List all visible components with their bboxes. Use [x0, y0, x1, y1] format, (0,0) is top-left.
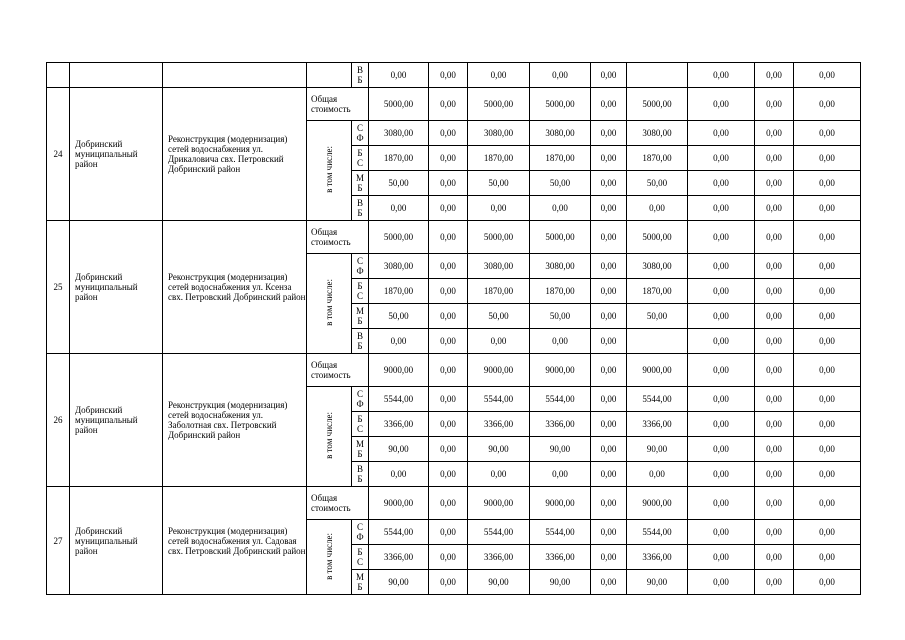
fund-code-part: М — [355, 306, 364, 316]
including-label — [307, 121, 352, 221]
value-cell: 90,00 — [627, 437, 688, 462]
fund-code-part: Б — [357, 474, 363, 484]
fund-code — [352, 279, 369, 304]
value-cell: 0,00 — [429, 221, 468, 254]
value-cell: 0,00 — [688, 304, 755, 329]
value-cell: 0,00 — [591, 254, 627, 279]
project-description: Реконструкция (модернизация) сетей водоснабжения ул. Заболотная свх. Петровский Добринский район — [163, 354, 307, 487]
fund-code — [352, 146, 369, 171]
fund-code-part: Б — [357, 75, 363, 85]
value-cell: 5544,00 — [369, 520, 429, 545]
fund-code-part: Б — [357, 208, 363, 218]
value-cell: 0,00 — [591, 88, 627, 121]
fund-code-part: Б — [357, 547, 363, 557]
value-cell: 0,00 — [468, 329, 530, 354]
value-cell: 3080,00 — [627, 121, 688, 146]
value-cell: 0,00 — [755, 279, 794, 304]
value-cell: 0,00 — [794, 121, 861, 146]
value-cell: 0,00 — [429, 146, 468, 171]
value-cell: 0,00 — [794, 254, 861, 279]
fund-code-part: С — [356, 291, 363, 301]
including-label — [307, 254, 352, 354]
value-cell: 50,00 — [530, 171, 591, 196]
value-cell: 0,00 — [755, 545, 794, 570]
value-cell: 0,00 — [755, 329, 794, 354]
value-cell: 5544,00 — [369, 387, 429, 412]
value-cell: 0,00 — [429, 304, 468, 329]
value-cell: 0,00 — [688, 221, 755, 254]
value-cell: 0,00 — [688, 570, 755, 595]
value-cell: 0,00 — [688, 121, 755, 146]
value-cell: 0,00 — [794, 545, 861, 570]
value-cell: 0,00 — [794, 196, 861, 221]
fund-code-part: С — [356, 557, 363, 567]
empty-cell — [47, 63, 70, 88]
value-cell: 0,00 — [688, 462, 755, 487]
value-cell: 0,00 — [591, 354, 627, 387]
fund-code — [352, 254, 369, 279]
value-cell: 3080,00 — [369, 121, 429, 146]
municipality: Добринский муниципальный район — [70, 487, 163, 595]
value-cell: 0,00 — [429, 196, 468, 221]
fund-code — [352, 196, 369, 221]
value-cell: 0,00 — [794, 146, 861, 171]
row-number: 27 — [47, 487, 70, 595]
table-row — [47, 487, 861, 520]
value-cell: 0,00 — [755, 304, 794, 329]
value-cell: 0,00 — [688, 520, 755, 545]
value-cell: 9000,00 — [627, 354, 688, 387]
fund-code-part: Ф — [356, 399, 364, 409]
value-cell: 0,00 — [755, 570, 794, 595]
value-cell: 1870,00 — [530, 279, 591, 304]
value-cell: 0,00 — [794, 570, 861, 595]
value-cell: 5000,00 — [627, 221, 688, 254]
fund-code-part: Б — [357, 414, 363, 424]
value-cell: 0,00 — [688, 354, 755, 387]
table-body — [47, 63, 861, 595]
including-label — [307, 387, 352, 487]
value-cell: 3080,00 — [468, 121, 530, 146]
value-cell: 0,00 — [794, 354, 861, 387]
fund-code-part: М — [355, 439, 364, 449]
value-cell: 3080,00 — [627, 254, 688, 279]
value-cell: 0,00 — [530, 329, 591, 354]
value-cell: 5000,00 — [530, 221, 591, 254]
value-cell: 0,00 — [688, 279, 755, 304]
table-row — [47, 63, 861, 88]
value-cell: 0,00 — [794, 304, 861, 329]
value-cell: 90,00 — [530, 437, 591, 462]
value-cell: 3366,00 — [530, 412, 591, 437]
value-cell: 0,00 — [755, 171, 794, 196]
value-cell: 50,00 — [530, 304, 591, 329]
fund-code-part: Б — [357, 582, 363, 592]
value-cell: 0,00 — [591, 196, 627, 221]
value-cell: 0,00 — [755, 487, 794, 520]
value-cell: 1870,00 — [627, 146, 688, 171]
budget-table — [46, 62, 861, 595]
value-cell: 1870,00 — [468, 146, 530, 171]
value-cell: 0,00 — [755, 254, 794, 279]
value-cell: 3080,00 — [530, 121, 591, 146]
value-cell: 1870,00 — [627, 279, 688, 304]
value-cell: 5544,00 — [627, 520, 688, 545]
value-cell: 9000,00 — [468, 487, 530, 520]
fund-code-part: С — [356, 123, 363, 133]
value-cell: 0,00 — [468, 462, 530, 487]
municipality: Добринский муниципальный район — [70, 221, 163, 354]
fund-code-part: М — [355, 173, 364, 183]
value-cell: 0,00 — [794, 462, 861, 487]
value-cell: 5000,00 — [369, 221, 429, 254]
value-cell: 90,00 — [369, 570, 429, 595]
value-cell: 0,00 — [627, 196, 688, 221]
value-cell: 0,00 — [468, 196, 530, 221]
fund-code-part: Ф — [356, 266, 364, 276]
fund-code — [352, 387, 369, 412]
value-cell: 0,00 — [755, 354, 794, 387]
value-cell: 0,00 — [429, 387, 468, 412]
value-cell: 9000,00 — [530, 487, 591, 520]
value-cell: 0,00 — [530, 462, 591, 487]
value-cell: 50,00 — [369, 171, 429, 196]
value-cell: 0,00 — [755, 520, 794, 545]
table-row — [47, 221, 861, 254]
value-cell: 0,00 — [591, 412, 627, 437]
value-cell: 90,00 — [627, 570, 688, 595]
fund-code-part: С — [356, 256, 363, 266]
value-cell: 1870,00 — [468, 279, 530, 304]
value-cell: 0,00 — [591, 462, 627, 487]
fund-code-part: М — [355, 572, 364, 582]
value-cell: 0,00 — [794, 221, 861, 254]
value-cell: 0,00 — [530, 196, 591, 221]
value-cell: 5544,00 — [468, 520, 530, 545]
fund-code — [352, 545, 369, 570]
value-cell: 0,00 — [688, 437, 755, 462]
value-cell: 0,00 — [591, 171, 627, 196]
value-cell: 9000,00 — [627, 487, 688, 520]
value-cell: 90,00 — [369, 437, 429, 462]
fund-code-part: В — [356, 198, 363, 208]
value-cell: 0,00 — [755, 221, 794, 254]
fund-code-part: Б — [357, 449, 363, 459]
value-cell: 0,00 — [688, 88, 755, 121]
value-cell: 0,00 — [591, 121, 627, 146]
value-cell: 0,00 — [530, 63, 591, 88]
empty-cell — [163, 63, 307, 88]
value-cell: 3366,00 — [627, 412, 688, 437]
value-cell: 0,00 — [794, 279, 861, 304]
value-cell: 3366,00 — [627, 545, 688, 570]
value-cell: 0,00 — [755, 387, 794, 412]
value-cell: 0,00 — [429, 520, 468, 545]
value-cell: 90,00 — [468, 570, 530, 595]
value-cell: 50,00 — [468, 304, 530, 329]
value-cell: 9000,00 — [468, 354, 530, 387]
value-cell: 0,00 — [429, 437, 468, 462]
value-cell: 0,00 — [468, 63, 530, 88]
including-text: в том числе: — [324, 532, 334, 580]
value-cell — [627, 63, 688, 88]
value-cell: 0,00 — [688, 254, 755, 279]
value-cell: 3080,00 — [369, 254, 429, 279]
fund-code — [352, 121, 369, 146]
fund-code-part: Б — [357, 316, 363, 326]
fund-code-part: Б — [357, 183, 363, 193]
value-cell: 5544,00 — [468, 387, 530, 412]
value-cell: 0,00 — [369, 63, 429, 88]
value-cell: 0,00 — [794, 63, 861, 88]
value-cell: 90,00 — [530, 570, 591, 595]
value-cell: 50,00 — [627, 304, 688, 329]
value-cell: 0,00 — [688, 63, 755, 88]
project-description: Реконструкция (модернизация) сетей водоснабжения ул. Садовая свх. Петровский Добринский район — [163, 487, 307, 595]
fund-code-part: В — [356, 331, 363, 341]
value-cell: 0,00 — [688, 387, 755, 412]
value-cell: 0,00 — [591, 387, 627, 412]
row-number: 25 — [47, 221, 70, 354]
project-description: Реконструкция (модернизация) сетей водоснабжения ул. Дрикаловича свх. Петровский Добринский район — [163, 88, 307, 221]
project-description: Реконструкция (модернизация) сетей водоснабжения ул. Ксенза свх. Петровский Добринский район — [163, 221, 307, 354]
value-cell: 5000,00 — [627, 88, 688, 121]
value-cell: 0,00 — [429, 354, 468, 387]
value-cell: 3366,00 — [530, 545, 591, 570]
value-cell: 0,00 — [429, 121, 468, 146]
value-cell: 5544,00 — [530, 520, 591, 545]
value-cell: 0,00 — [369, 462, 429, 487]
value-cell: 0,00 — [429, 63, 468, 88]
fund-code — [352, 171, 369, 196]
value-cell: 3366,00 — [369, 545, 429, 570]
value-cell: 0,00 — [688, 171, 755, 196]
fund-code — [352, 570, 369, 595]
fund-code-part: С — [356, 158, 363, 168]
value-cell: 0,00 — [794, 171, 861, 196]
value-cell: 3366,00 — [468, 545, 530, 570]
value-cell: 0,00 — [369, 196, 429, 221]
value-cell: 5000,00 — [468, 221, 530, 254]
value-cell: 0,00 — [688, 146, 755, 171]
total-cost-label: Общая стоимость — [307, 221, 369, 254]
value-cell: 0,00 — [688, 545, 755, 570]
fund-code-part: Ф — [356, 133, 364, 143]
total-cost-label: Общая стоимость — [307, 487, 369, 520]
value-cell: 0,00 — [688, 412, 755, 437]
value-cell: 0,00 — [429, 329, 468, 354]
value-cell: 5544,00 — [627, 387, 688, 412]
fund-code — [352, 63, 369, 88]
row-number: 24 — [47, 88, 70, 221]
including-label — [307, 520, 352, 595]
value-cell: 5544,00 — [530, 387, 591, 412]
fund-code — [352, 304, 369, 329]
value-cell: 0,00 — [755, 462, 794, 487]
value-cell: 9000,00 — [369, 354, 429, 387]
value-cell: 0,00 — [755, 88, 794, 121]
fund-code — [352, 437, 369, 462]
value-cell: 0,00 — [755, 412, 794, 437]
value-cell: 0,00 — [429, 171, 468, 196]
value-cell: 50,00 — [627, 171, 688, 196]
value-cell: 9000,00 — [530, 354, 591, 387]
value-cell: 0,00 — [429, 545, 468, 570]
value-cell: 0,00 — [429, 570, 468, 595]
value-cell: 0,00 — [591, 487, 627, 520]
value-cell: 1870,00 — [369, 279, 429, 304]
value-cell — [627, 329, 688, 354]
value-cell: 0,00 — [794, 88, 861, 121]
value-cell: 0,00 — [591, 545, 627, 570]
empty-cell — [70, 63, 163, 88]
value-cell: 0,00 — [591, 570, 627, 595]
fund-code-part: В — [356, 464, 363, 474]
including-text: в том числе: — [324, 146, 334, 193]
value-cell: 1870,00 — [530, 146, 591, 171]
fund-code-part: Б — [357, 281, 363, 291]
fund-code-part: В — [356, 65, 363, 75]
value-cell: 3080,00 — [468, 254, 530, 279]
fund-code-part: Б — [357, 341, 363, 351]
total-cost-label: Общая стоимость — [307, 354, 369, 387]
value-cell: 0,00 — [591, 146, 627, 171]
value-cell: 0,00 — [688, 487, 755, 520]
including-text: в том числе: — [324, 412, 334, 459]
value-cell: 50,00 — [369, 304, 429, 329]
row-number: 26 — [47, 354, 70, 487]
value-cell: 0,00 — [794, 329, 861, 354]
value-cell: 0,00 — [627, 462, 688, 487]
value-cell: 0,00 — [755, 196, 794, 221]
fund-code — [352, 462, 369, 487]
value-cell: 0,00 — [591, 63, 627, 88]
fund-code-part: С — [356, 424, 363, 434]
including-text: в том числе: — [324, 279, 334, 326]
value-cell: 0,00 — [688, 196, 755, 221]
value-cell: 0,00 — [591, 221, 627, 254]
value-cell: 0,00 — [591, 437, 627, 462]
value-cell: 0,00 — [794, 520, 861, 545]
value-cell: 5000,00 — [530, 88, 591, 121]
value-cell: 3366,00 — [369, 412, 429, 437]
fund-code-part: С — [356, 522, 363, 532]
value-cell: 0,00 — [429, 462, 468, 487]
value-cell: 0,00 — [429, 487, 468, 520]
value-cell: 90,00 — [468, 437, 530, 462]
value-cell: 0,00 — [794, 487, 861, 520]
value-cell: 0,00 — [794, 412, 861, 437]
value-cell: 3366,00 — [468, 412, 530, 437]
value-cell: 0,00 — [591, 520, 627, 545]
municipality: Добринский муниципальный район — [70, 88, 163, 221]
value-cell: 0,00 — [369, 329, 429, 354]
fund-code-part: Ф — [356, 532, 364, 542]
value-cell: 0,00 — [429, 279, 468, 304]
value-cell: 0,00 — [591, 279, 627, 304]
value-cell: 9000,00 — [369, 487, 429, 520]
value-cell: 0,00 — [429, 88, 468, 121]
fund-code — [352, 329, 369, 354]
fund-code — [352, 412, 369, 437]
value-cell: 3080,00 — [530, 254, 591, 279]
fund-code — [352, 520, 369, 545]
empty-cell — [307, 63, 352, 88]
value-cell: 0,00 — [688, 329, 755, 354]
value-cell: 0,00 — [591, 329, 627, 354]
table-row — [47, 88, 861, 121]
value-cell: 0,00 — [755, 146, 794, 171]
value-cell: 5000,00 — [369, 88, 429, 121]
value-cell: 1870,00 — [369, 146, 429, 171]
value-cell: 0,00 — [429, 412, 468, 437]
value-cell: 0,00 — [429, 254, 468, 279]
value-cell: 0,00 — [755, 437, 794, 462]
fund-code-part: С — [356, 389, 363, 399]
municipality: Добринский муниципальный район — [70, 354, 163, 487]
total-cost-label: Общая стоимость — [307, 88, 369, 121]
value-cell: 0,00 — [755, 121, 794, 146]
value-cell: 0,00 — [755, 63, 794, 88]
value-cell: 5000,00 — [468, 88, 530, 121]
table-row — [47, 354, 861, 387]
value-cell: 0,00 — [794, 387, 861, 412]
value-cell: 50,00 — [468, 171, 530, 196]
value-cell: 0,00 — [591, 304, 627, 329]
value-cell: 0,00 — [794, 437, 861, 462]
fund-code-part: Б — [357, 148, 363, 158]
